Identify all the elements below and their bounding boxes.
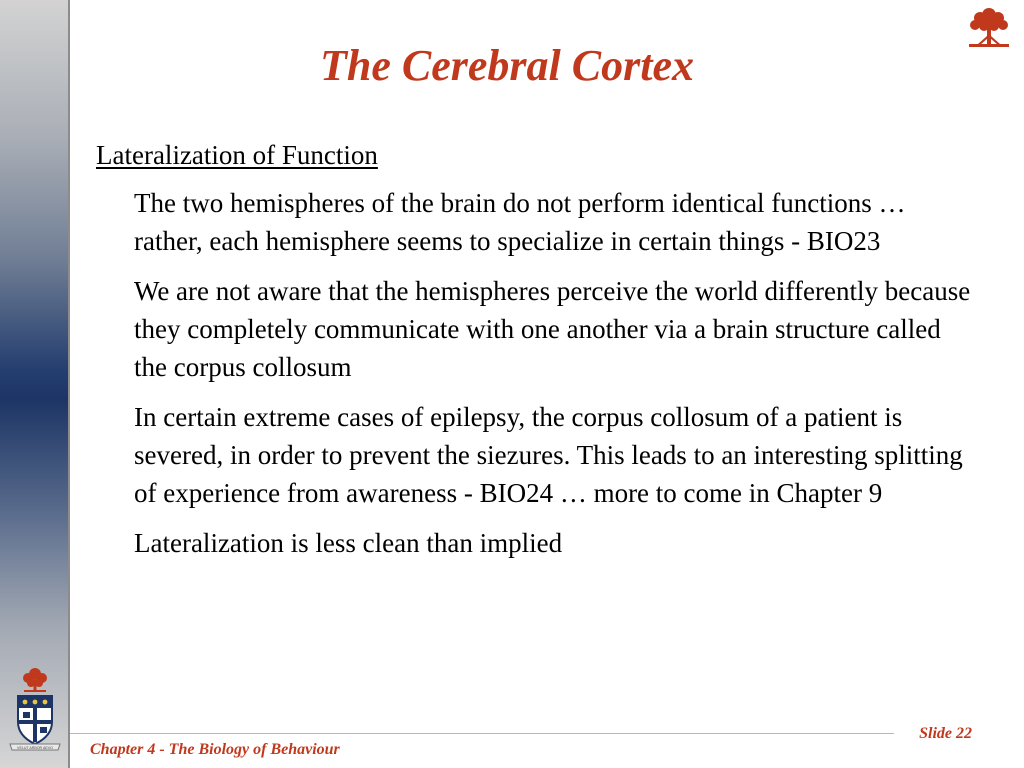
maple-tree-icon: [964, 6, 1014, 50]
sidebar-gradient-band: [0, 0, 68, 768]
body-paragraph: We are not aware that the hemispheres perceive the world differently because they completely communicate with one another via a brain structure called the corpus collosum: [134, 276, 971, 382]
footer-divider: [70, 733, 894, 734]
sidebar-divider: [68, 0, 70, 768]
footer-chapter-title: Chapter 4 - The Biology of Behaviour: [90, 741, 340, 758]
slide-number: Slide 22: [919, 725, 972, 742]
section-heading: Lateralization of Function: [96, 140, 378, 170]
body-paragraph: Lateralization is less clean than implied: [134, 528, 563, 558]
body-paragraph: In certain extreme cases of epilepsy, the corpus collosum of a patient is severed, in order to prevent the siezures. This leads to an interesting splitting of experience from awareness - BIO24 … more to come in Chapter 9: [134, 402, 963, 508]
body-paragraph: The two hemispheres of the brain do not perform identical functions … rather, each hemisphere seems to specialize in certain things - BIO23: [134, 188, 906, 256]
university-crest-icon: [8, 664, 62, 752]
slide-title: The Cerebral Cortex: [320, 41, 694, 90]
slide-body: [96, 136, 976, 562]
crest-motto: VELUT ARBOR AEVO: [17, 745, 53, 750]
